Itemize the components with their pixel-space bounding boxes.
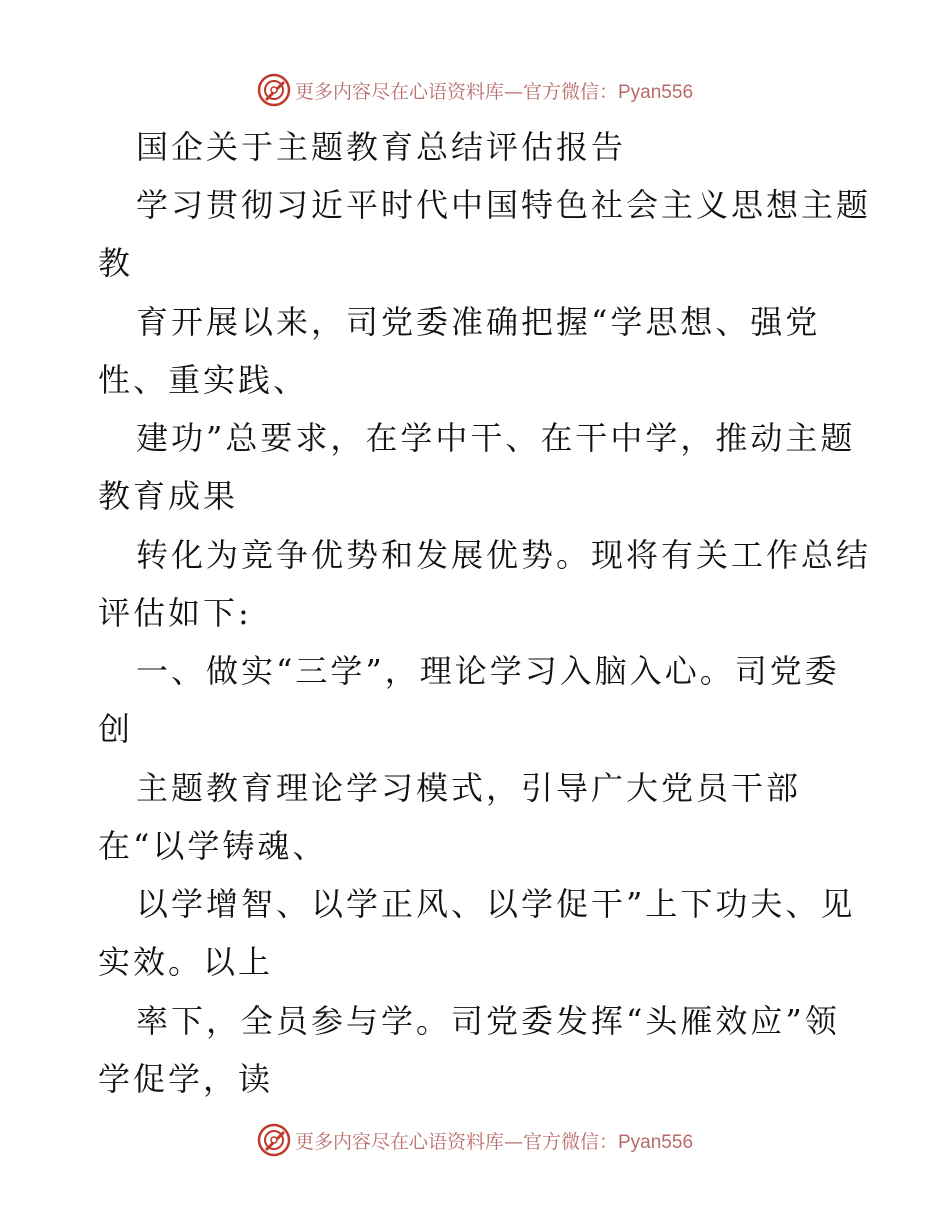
paragraph-line: 实效。以上 [98, 943, 274, 981]
paragraph-line: 转化为竞争优势和发展优势。现将有关工作总结 [136, 536, 872, 574]
paragraph-line: 以学增智、以学正风、以学促干”上下功夫、见 [136, 885, 856, 923]
document-title: 国企关于主题教育总结评估报告 [136, 128, 627, 166]
paragraph-line: 教 [98, 244, 134, 282]
brand-logo-icon [257, 73, 291, 107]
paragraph-line: 学习贯彻习近平时代中国特色社会主义思想主题 [136, 186, 872, 224]
paragraph-line: 主题教育理论学习模式，引导广大党员干部 [136, 769, 802, 807]
paragraph-line: 学促学，读 [98, 1060, 274, 1098]
paragraph-line: 建功”总要求，在学中干、在干中学，推动主题 [136, 419, 856, 457]
paragraph-line: 育开展以来，司党委准确把握“学思想、强党 [136, 303, 821, 341]
footer-banner [0, 1122, 950, 1158]
paragraph-line: 性、重实践、 [98, 361, 309, 399]
section-heading-line: 一、做实“三学”，理论学习入脑入心。司党委 [136, 652, 840, 690]
paragraph-line: 率下，全员参与学。司党委发挥“头雁效应”领 [136, 1002, 840, 1040]
brand-logo-icon [257, 1123, 291, 1157]
paragraph-line: 教育成果 [98, 477, 239, 515]
header-banner [0, 72, 950, 108]
paragraph-line: 在“以学铸魂、 [98, 827, 328, 865]
paragraph-line: 评估如下: [98, 594, 252, 632]
header-wechat-id: Pyan556 [618, 81, 694, 103]
footer-banner-label: 更多内容尽在心语资料库—官方微信： [294, 1130, 618, 1153]
header-banner-text [295, 77, 693, 104]
paragraph-line: 创 [98, 710, 134, 748]
header-banner-label: 更多内容尽在心语资料库—官方微信： [294, 80, 618, 103]
footer-banner-text [295, 1127, 693, 1154]
footer-wechat-id: Pyan556 [618, 1131, 694, 1153]
